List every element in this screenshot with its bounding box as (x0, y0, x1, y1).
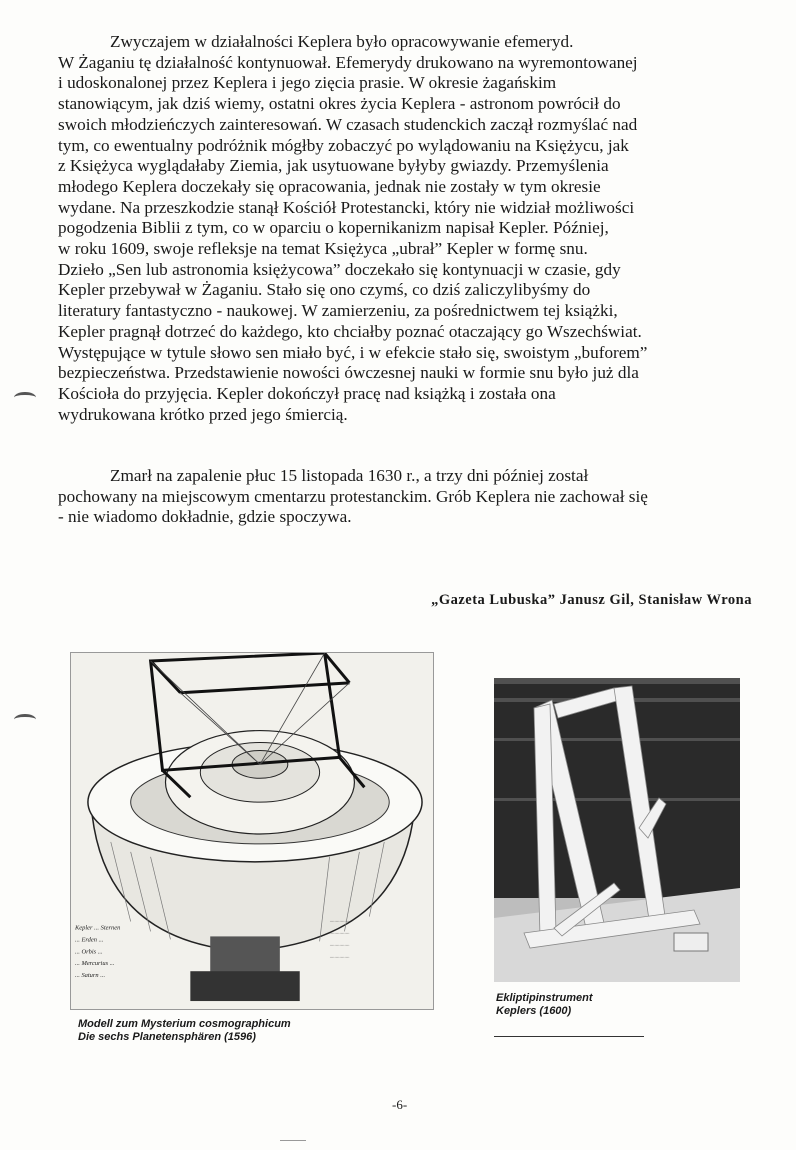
figure-caption (496, 992, 593, 1018)
text-line: w roku 1609, swoje refleksje na temat Księżyca „ubrał” Kepler w formę snu. (58, 239, 588, 259)
paragraph-1 (58, 32, 758, 425)
svg-text:Kepler ... Sternen: Kepler ... Sternen (74, 924, 121, 932)
text-line: młodego Keplera doczekały się opracowania, jednak nie zostały w tym okresie (58, 176, 601, 196)
text-line: stanowiącym, jak dziś wiemy, ostatni okres życia Keplera - astronom powrócił do (58, 94, 621, 114)
caption-line: Die sechs Planetensphären (1596) (78, 1031, 256, 1043)
paragraph-2 (58, 466, 758, 528)
figure-ecliptic-instrument (494, 678, 740, 1017)
text-line: wydane. Na przeszkodzie stanął Kościół Protestancki, który nie widział możliwości (58, 197, 635, 217)
ecliptic-instrument-photo (494, 678, 740, 982)
scan-artifact-dash (280, 1140, 306, 1141)
svg-text:... Orbis ...: ... Orbis ... (74, 948, 103, 956)
text-line: Zmarł na zapalenie płuc 15 listopada 1630 r., a trzy dni później został (110, 466, 589, 485)
text-line: bezpieczeństwa. Przedstawienie nowości ówczesnej nauki w formie snu było już dla (58, 363, 639, 383)
caption-line: Keplers (1600) (496, 1005, 572, 1017)
text-line: tym, co ewentualny podróżnik mógłby zobaczyć po wylądowaniu na Księżycu, jak (58, 135, 629, 155)
page-number: -6- (392, 1097, 408, 1112)
svg-text:................: ................ (329, 954, 350, 960)
figure-mysterium-model (70, 652, 434, 1043)
text-line: W Żaganiu tę działalność kontynuował. Efemerydy drukowano na wyremontowanej (58, 52, 638, 72)
text-line: pogodzenia Biblii z tym, co w oparciu o kopernikanizm napisał Kepler. Później, (58, 218, 609, 238)
text-line: swoich młodzieńczych zainteresowań. W czasach studenckich zaczął rozmyślać nad (58, 114, 638, 134)
article-attribution: „Gazeta Lubuska” Janusz Gil, Stanisław Wrona (431, 592, 752, 608)
planetary-spheres-illustration (70, 652, 434, 1010)
text-line: pochowany na miejscowym cmentarzu protestanckim. Grób Keplera nie zachował się (58, 486, 648, 506)
text-line: Zwyczajem w działalności Keplera było opracowywanie efemeryd. (110, 32, 574, 51)
text-line: Kepler pragnął dotrzeć do każdego, kto chciałby poznać otaczający go Wszechświat. (58, 321, 642, 341)
svg-text:................: ................ (329, 930, 350, 936)
svg-text:... Erden ...: ... Erden ... (74, 936, 104, 944)
text-line: z Księżyca wyglądałaby Ziemia, jak usytuowane byłyby gwiazdy. Przemyślenia (58, 156, 609, 176)
text-line: wydrukowana krótko przed jego śmiercią. (58, 404, 348, 424)
svg-text:................: ................ (329, 942, 350, 948)
svg-text:................: ................ (329, 918, 350, 924)
scan-artifact-mark (14, 392, 36, 403)
caption-line: Modell zum Mysterium cosmographicum (78, 1018, 291, 1030)
figure-caption (78, 1018, 291, 1044)
svg-text:... Mercurius ...: ... Mercurius ... (74, 960, 115, 968)
scan-artifact-mark (14, 714, 36, 725)
text-line: - nie wiadomo dokładnie, gdzie spoczywa. (58, 507, 352, 527)
text-line: Występujące w tytule słowo sen miało być, i w efekcie stało się, swoistym „buforem” (58, 342, 648, 362)
text-line: Dzieło „Sen lub astronomia księżycowa” doczekało się kontynuacji w czasie, gdy (58, 259, 621, 279)
text-line: literatury fantastyczno - naukowej. W zamierzeniu, za pośrednictwem tej książki, (58, 301, 618, 321)
text-line: Kościoła do przyjęcia. Kepler dokończył pracę nad książką i została ona (58, 383, 556, 403)
caption-divider (494, 1036, 644, 1037)
text-line: Kepler przebywał w Żaganiu. Stało się ono czymś, co dziś zaliczylibyśmy do (58, 280, 591, 300)
caption-line: Ekliptipinstrument (496, 992, 593, 1004)
text-line: i udoskonalonej przez Keplera i jego zięcia prasie. W okresie żagańskim (58, 73, 557, 93)
svg-text:... Saturn ...: ... Saturn ... (74, 972, 106, 980)
